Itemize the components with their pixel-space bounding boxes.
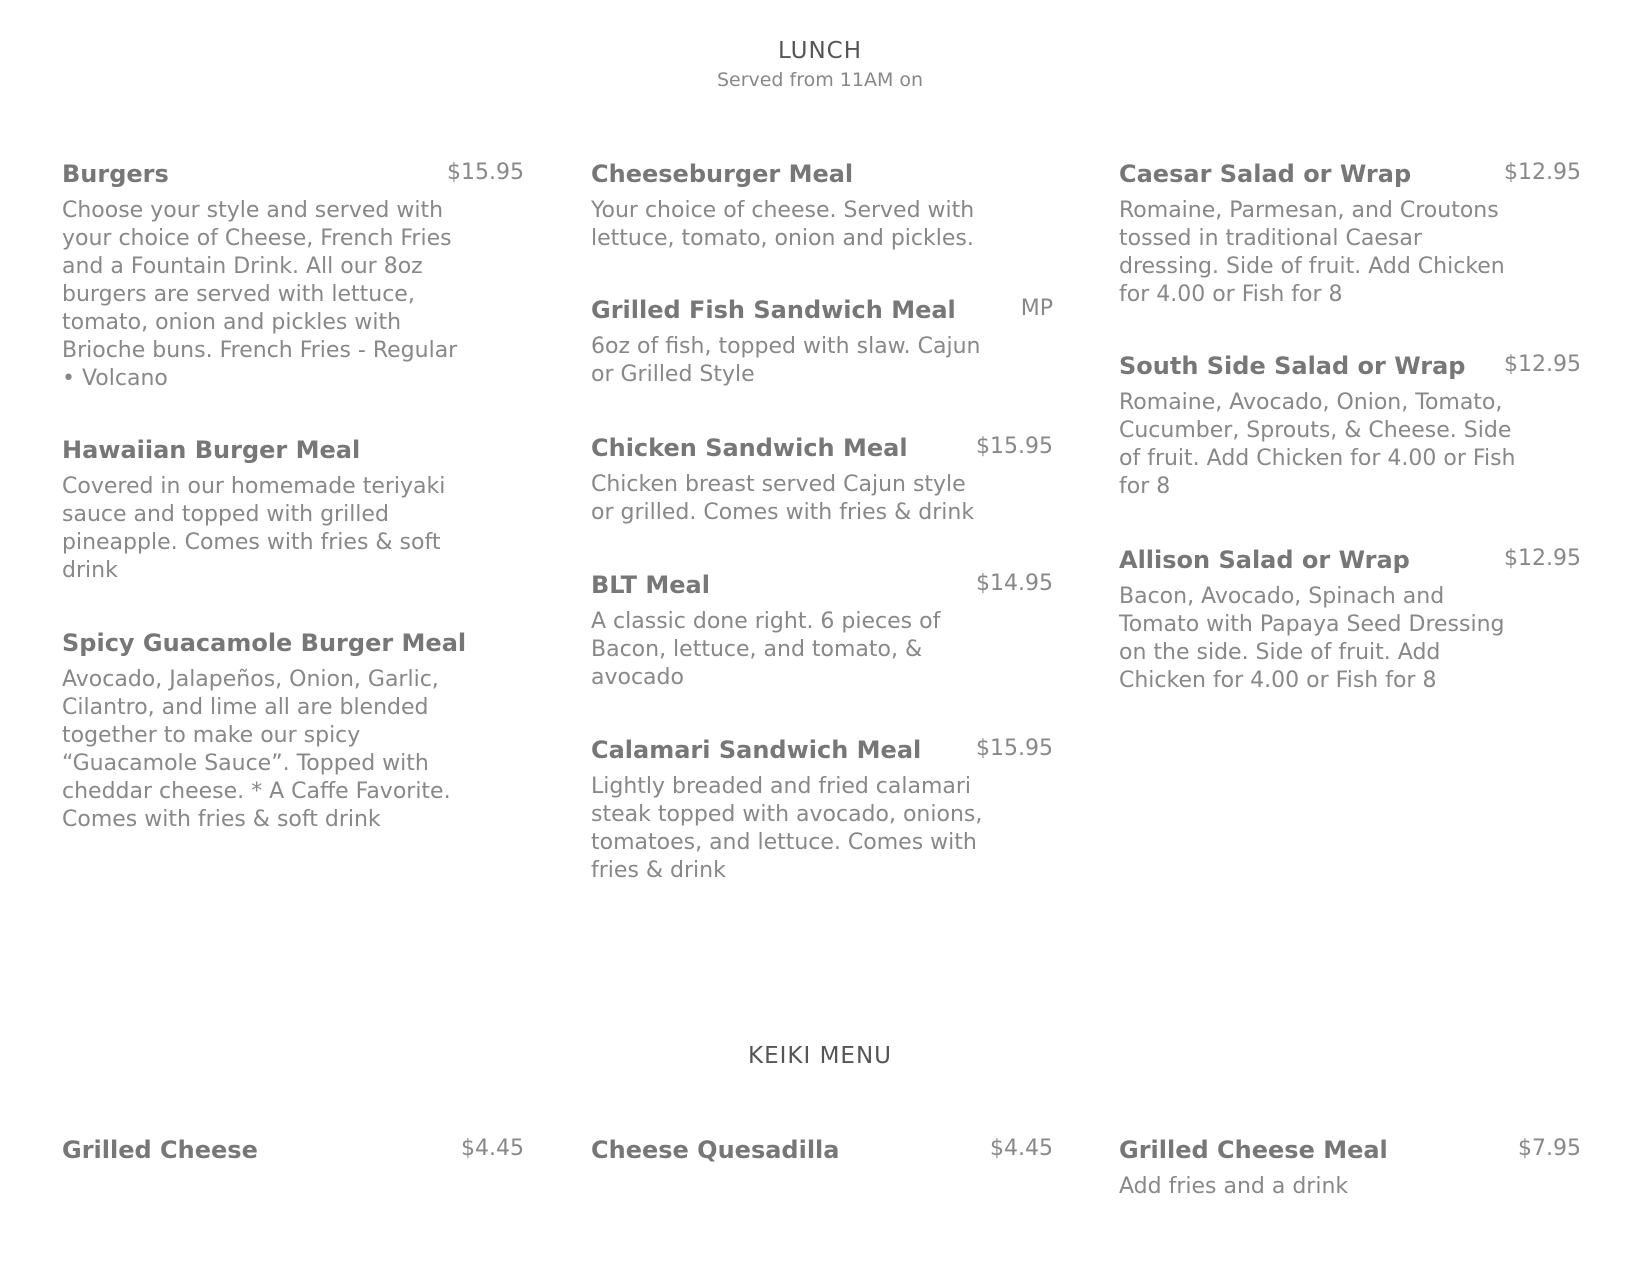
item-description: Choose your style and served with your choice of Cheese, French Fries and a Fountain Drink. All our 8oz burgers are served with lettuce, tomato, onion and pickles with Brioche buns. French Fries - Regular • Volcano [62,198,458,391]
menu-item [591,1136,1053,1166]
item-description: Avocado, Jalapeños, Onion, Garlic, Cilantro, and lime all are blended together to make our spicy “Guacamole Sauce”. Topped with cheddar cheese. * A Caffe Favorite. Comes with fries & soft drink [62,667,451,832]
item-price: $15.95 [447,160,524,185]
item-name: Cheese Quesadilla [591,1136,840,1164]
menu-item [1119,160,1581,309]
item-name: Spicy Guacamole Burger Meal [62,629,467,657]
lunch-title: LUNCH [777,38,863,64]
menu-item [591,296,1053,389]
item-price: $4.45 [990,1136,1053,1161]
item-description: Covered in our homemade teriyaki sauce and topped with grilled pineapple. Comes with fries & soft drink [62,474,446,583]
item-name: Burgers [62,160,169,188]
item-name: Allison Salad or Wrap [1119,546,1410,574]
item-name: Hawaiian Burger Meal [62,436,361,464]
keiki-menu-title: KEIKI MENU [748,1043,892,1069]
menu-item [62,629,524,834]
item-description: 6oz of fish, topped with slaw. Cajun or Grilled Style [591,334,981,387]
item-name: Caesar Salad or Wrap [1119,160,1412,188]
menu-item [591,571,1053,692]
item-name: Chicken Sandwich Meal [591,434,908,462]
item-name: Cheeseburger Meal [591,160,854,188]
menu-item [591,160,1053,253]
menu-item [62,160,524,393]
menu-item [62,1136,524,1166]
item-description: Your choice of cheese. Served with lettuce, tomato, onion and pickles. [591,198,975,251]
item-price: $12.95 [1504,352,1581,377]
item-name: Grilled Cheese Meal [1119,1136,1388,1164]
item-name: Calamari Sandwich Meal [591,736,922,764]
item-name: Grilled Cheese [62,1136,258,1164]
item-price: $14.95 [976,571,1053,596]
item-description: Romaine, Parmesan, and Croutons tossed in traditional Caesar dressing. Side of fruit. Add Chicken for 4.00 or Fish for 8 [1119,198,1505,307]
item-description: Romaine, Avocado, Onion, Tomato, Cucumber, Sprouts, & Cheese. Side of fruit. Add Chicken for 4.00 or Fish for 8 [1119,390,1516,499]
menu-item [591,434,1053,527]
item-price: $4.45 [461,1136,524,1161]
item-description: A classic done right. 6 pieces of Bacon, lettuce, and tomato, & avocado [591,609,941,690]
item-price: $12.95 [1504,160,1581,185]
item-name: BLT Meal [591,571,710,599]
item-description: Lightly breaded and fried calamari steak topped with avocado, onions, tomatoes, and lettuce. Comes with fries & drink [591,774,983,883]
menu-item [1119,546,1581,695]
item-price: $15.95 [976,434,1053,459]
item-description: Add fries and a drink [1119,1174,1349,1199]
menu-item [62,436,524,585]
item-name: Grilled Fish Sandwich Meal [591,296,956,324]
menu-item [1119,352,1581,501]
lunch-subtitle: Served from 11AM on [716,69,924,91]
item-name: South Side Salad or Wrap [1119,352,1466,380]
item-price: MP [1020,296,1053,321]
item-price: $12.95 [1504,546,1581,571]
menu-item [1119,1136,1581,1201]
item-price: $7.95 [1518,1136,1581,1161]
item-price: $15.95 [976,736,1053,761]
item-description: Chicken breast served Cajun style or grilled. Comes with fries & drink [591,472,975,525]
item-description: Bacon, Avocado, Spinach and Tomato with Papaya Seed Dressing on the side. Side of fruit. Add Chicken for 4.00 or Fish for 8 [1119,584,1505,693]
menu-item [591,736,1053,885]
